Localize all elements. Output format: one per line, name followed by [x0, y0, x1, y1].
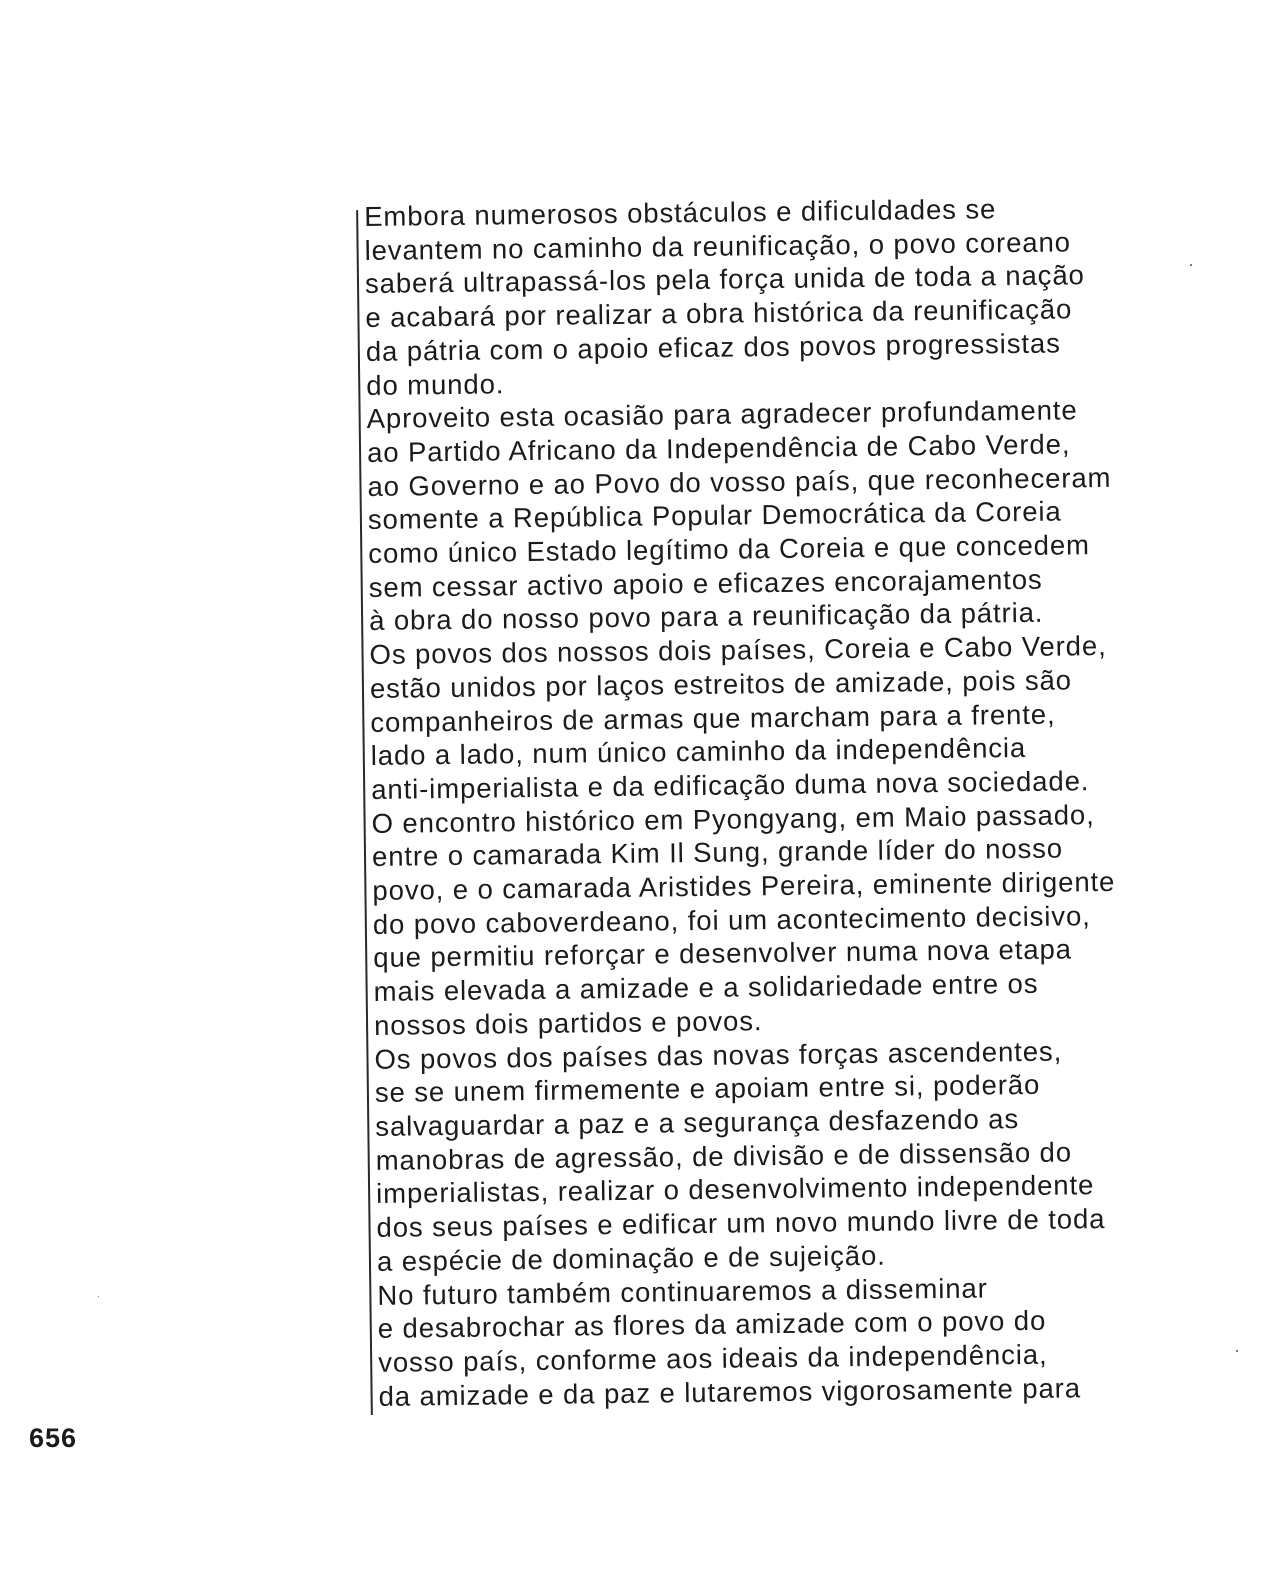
text-line: da pátria com o apoio eficaz dos povos progressistas [365, 327, 1061, 367]
text-line: que permitiu reforçar e desenvolver numa nova etapa [373, 933, 1073, 974]
text-line: e acabará por realizar a obra histórica da reunificação [365, 293, 1073, 334]
scan-speck [98, 1296, 99, 1297]
text-line: povo, e o camarada Aristides Pereira, eminente dirigente [372, 865, 1116, 907]
text-line: Os povos dos países das novas forças ascendentes, [374, 1035, 1063, 1075]
text-line: saberá ultrapassá-los pela força unida de toda a nação [364, 259, 1085, 300]
text-line: salvaguardar a paz e a segurança desfazendo as [375, 1103, 1020, 1142]
body-text-column [364, 189, 1249, 1413]
text-line: do mundo. [366, 367, 505, 401]
text-line: levantem no caminho da reunificação, o povo coreano [364, 226, 1072, 266]
text-line: estão unidos por laços estreitos de amizade, pois são [369, 664, 1073, 704]
scan-speck [1190, 264, 1192, 266]
text-line: imperialistas, realizar o desenvolvimento independente [375, 1169, 1095, 1210]
text-line: dos seus países e edificar um novo mundo livre de toda [376, 1203, 1106, 1244]
text-line: companheiros de armas que marcham para a frente, [370, 698, 1056, 738]
text-line: vosso país, conforme aos ideais da independência, [378, 1338, 1048, 1378]
text-line: se se unem firmemente e apoiam entre si, poderão [374, 1069, 1041, 1109]
text-line: Os povos dos nossos dois países, Coreia e Cabo Verde, [369, 630, 1107, 671]
scan-speck [1236, 1350, 1238, 1352]
text-line: como único Estado legítimo da Coreia e que concedem [368, 529, 1091, 570]
text-line: a espécie de dominação e de sujeição. [376, 1239, 886, 1277]
text-line: à obra do nosso povo para a reunificação da pátria. [368, 597, 1044, 637]
text-line: e desabrochar as flores da amizade com o povo do [377, 1304, 1047, 1345]
text-line: nossos dois partidos e povos. [373, 1005, 763, 1041]
text-line: ao Partido Africano da Independência de Cabo Verde, [366, 428, 1071, 468]
text-line: manobras de agressão, de divisão e de dissensão do [375, 1136, 1073, 1176]
text-line: Embora numerosos obstáculos e dificuldades se [364, 193, 997, 232]
text-line: entre o camarada Kim Il Sung, grande líder do nosso [371, 832, 1064, 873]
text-line: do povo caboverdeano, foi um acontecimento decisivo, [372, 899, 1091, 940]
text-line: da amizade e da paz e lutaremos vigorosamente para [378, 1371, 1082, 1412]
text-line: O encontro histórico em Pyongyang, em Maio passado, [371, 798, 1095, 839]
page-number: 656 [29, 1423, 78, 1453]
text-line: lado a lado, num único caminho da independência [370, 732, 1027, 772]
text-line: ao Governo e ao Povo do vosso país, que reconheceram [367, 461, 1112, 502]
text-line: mais elevada a amizade e a solidariedade entre os [373, 967, 1039, 1008]
text-line: sem cessar activo apoio e eficazes encorajamentos [368, 563, 1043, 603]
text-line: No futuro também continuaremos a disseminar [377, 1271, 988, 1311]
text-line: somente a República Popular Democrática da Coreia [367, 495, 1062, 536]
text-line: anti-imperialista e da edificação duma nova sociedade. [371, 765, 1090, 805]
text-line: Aproveito esta ocasião para agradecer profundamente [366, 394, 1078, 435]
